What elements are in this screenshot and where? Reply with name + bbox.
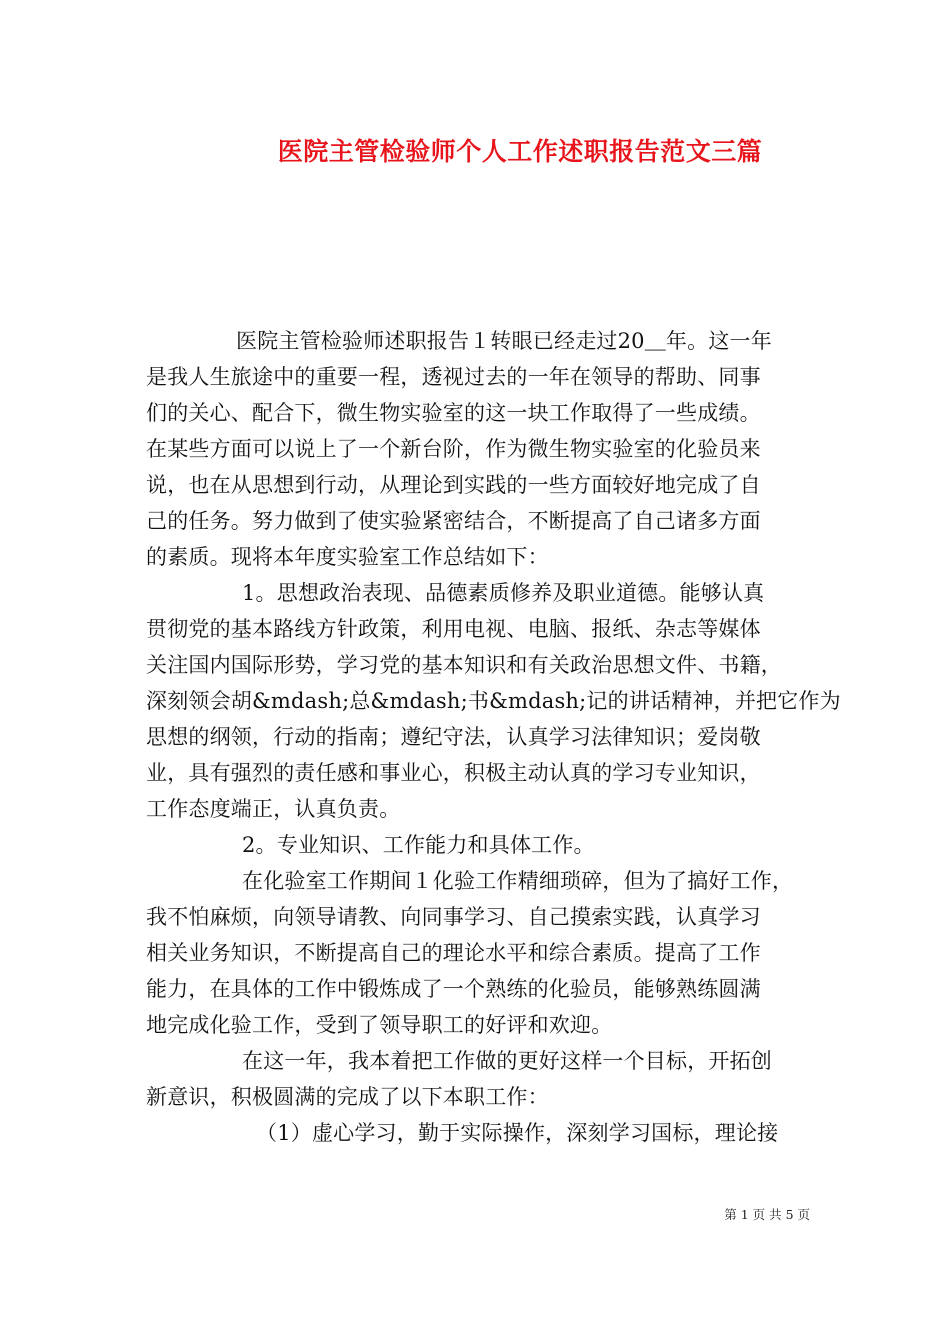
paragraph-line: 说，也在从思想到行动，从理论到实践的一些方面较好地完成了自 — [146, 473, 761, 497]
paragraph-line: 贯彻党的基本路线方针政策，利用电视、电脑、报纸、杂志等媒体 — [146, 617, 761, 641]
paragraph-line: 新意识，积极圆满的完成了以下本职工作： — [146, 1085, 549, 1109]
paragraph-line: 是我人生旅途中的重要一程，透视过去的一年在领导的帮助、同事 — [146, 365, 761, 389]
paragraph-line: 医院主管检验师述职报告１转眼已经走过20＿年。这一年 — [236, 329, 772, 353]
paragraph-line: 2。专业知识、工作能力和具体工作。 — [242, 833, 595, 857]
paragraph-line: 我不怕麻烦，向领导请教、向同事学习、自己摸索实践，认真学习 — [146, 905, 761, 929]
paragraph-line: 己的任务。努力做到了使实验紧密结合，不断提高了自己诸多方面 — [146, 509, 761, 533]
paragraph-line: 1。思想政治表现、品德素质修养及职业道德。能够认真 — [242, 581, 765, 605]
paragraph-line: 思想的纲领，行动的指南；遵纪守法，认真学习法律知识；爱岗敬 — [146, 725, 761, 749]
paragraph-line: 在这一年，我本着把工作做的更好这样一个目标，开拓创 — [242, 1049, 772, 1073]
paragraph-line: 地完成化验工作，受到了领导职工的好评和欢迎。 — [146, 1013, 613, 1037]
paragraph-line: 业，具有强烈的责任感和事业心，积极主动认真的学习专业知识， — [146, 761, 761, 785]
paragraph-line: 们的关心、配合下，微生物实验室的这一块工作取得了一些成绩。 — [146, 401, 761, 425]
page-footer: 第 1 页 共 5 页 — [724, 1207, 810, 1222]
paragraph-line: （1）虚心学习，勤于实际操作，深刻学习国标，理论接 — [256, 1121, 779, 1145]
paragraph-line: 相关业务知识，不断提高自己的理论水平和综合素质。提高了工作 — [146, 941, 761, 965]
paragraph-line: 的素质。现将本年度实验室工作总结如下： — [146, 545, 549, 569]
paragraph-line: 深刻领会胡&mdash;总&mdash;书&mdash;记的讲话精神，并把它作为 — [146, 689, 841, 713]
paragraph-line: 在化验室工作期间１化验工作精细琐碎，但为了搞好工作， — [242, 869, 794, 893]
paragraph-line: 在某些方面可以说上了一个新台阶，作为微生物实验室的化验员来 — [146, 437, 761, 461]
paragraph-line: 能力，在具体的工作中锻炼成了一个熟练的化验员，能够熟练圆满 — [146, 977, 761, 1001]
document-body — [146, 323, 841, 1151]
paragraph-line: 工作态度端正，认真负责。 — [146, 797, 401, 821]
paragraph-line: 关注国内国际形势，学习党的基本知识和有关政治思想文件、书籍， — [146, 653, 782, 677]
document-title: 医院主管检验师个人工作述职报告范文三篇 — [277, 137, 763, 166]
